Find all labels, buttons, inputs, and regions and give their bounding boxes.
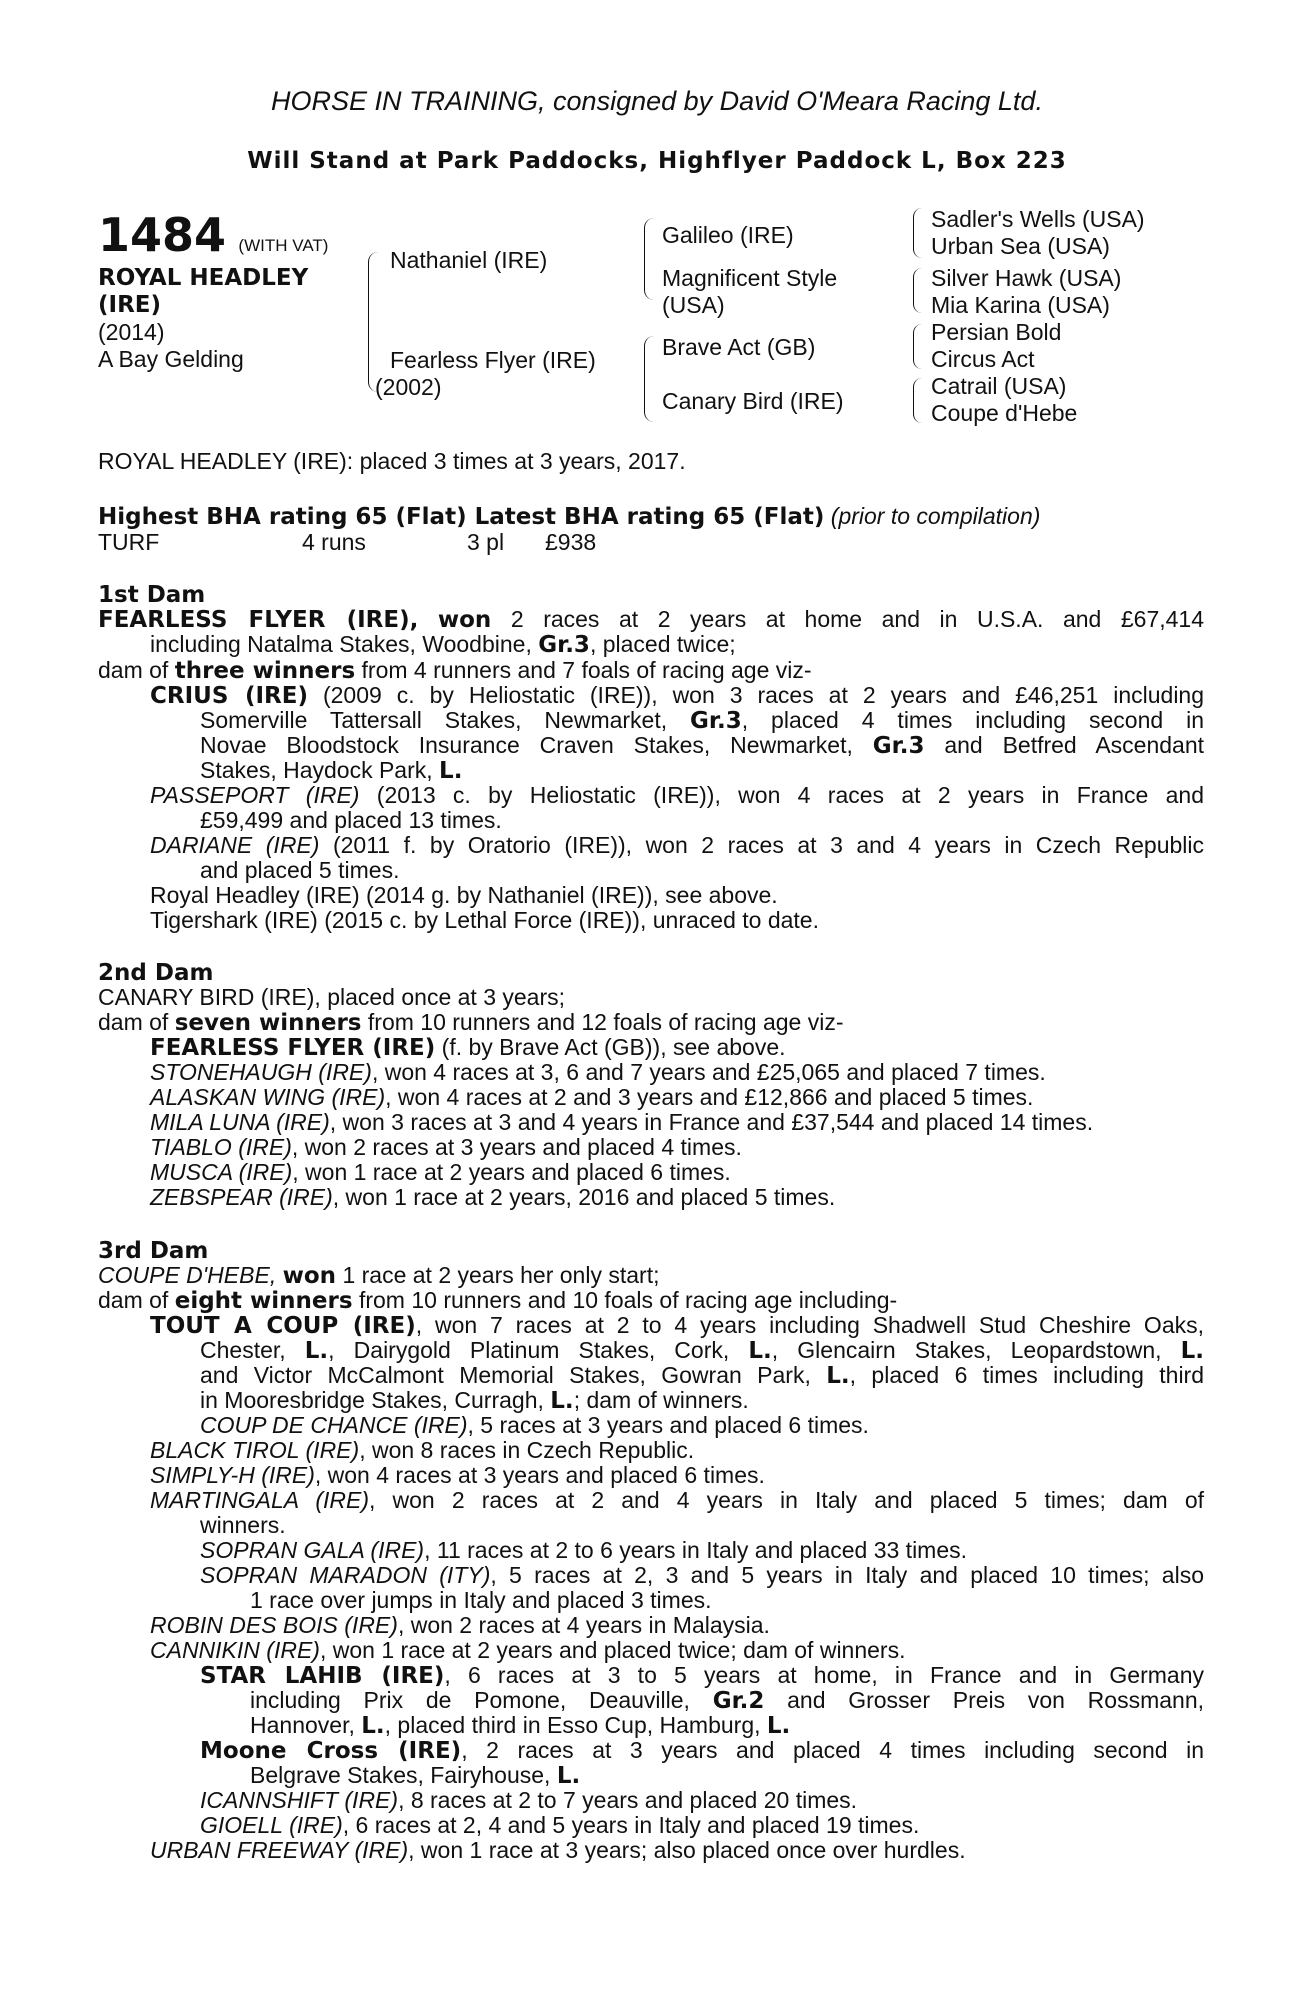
brace-sire-parents xyxy=(644,218,654,300)
brace-dam-parents xyxy=(644,336,654,422)
ggp-2: Urban Sea (USA) xyxy=(931,233,1110,259)
first-dam-line-2: including Natalma Stakes, Woodbine, Gr.3, placed twice; xyxy=(150,631,736,658)
consignor-title: HORSE IN TRAINING, consigned by David O'Meara Racing Ltd. xyxy=(271,86,1043,116)
horse-description: A Bay Gelding xyxy=(98,346,244,372)
tout-a-coup-line-2: Chester, L., Dairygold Platinum Stakes, Cork, L., Glencairn Stakes, Leopardstown, L. xyxy=(200,1337,1205,1364)
horse-name: ROYAL HEADLEY xyxy=(98,265,309,291)
sire-dam-country: (USA) xyxy=(662,292,725,318)
ggp-8: Coupe d'Hebe xyxy=(931,400,1078,426)
martingala-line-2: winners. xyxy=(200,1512,286,1538)
simply-h-line: SIMPLY-H (IRE), won 4 races at 3 years and placed 6 times. xyxy=(150,1462,765,1488)
royal-headley-line: Royal Headley (IRE) (2014 g. by Nathaniel (IRE)), see above. xyxy=(150,882,778,908)
martingala-line-1: MARTINGALA (IRE), won 2 races at 2 and 4 years in Italy and placed 5 times; dam of xyxy=(150,1487,1205,1513)
sire-sire: Galileo (IRE) xyxy=(662,222,794,248)
tout-a-coup-line-3: and Victor McCalmont Memorial Stakes, Gowran Park, L., placed 6 times including third xyxy=(200,1362,1205,1389)
dam-dam: Canary Bird (IRE) xyxy=(662,388,844,414)
star-lahib-line-2: including Prix de Pomone, Deauville, Gr.2 and Grosser Preis von Rossmann, xyxy=(250,1687,1205,1714)
first-dam-line-1: FEARLESS FLYER (IRE), won 2 races at 2 years at home and in U.S.A. and £67,414 xyxy=(98,606,1205,633)
stable-location: Will Stand at Park Paddocks, Highflyer Paddock L, Box 223 xyxy=(247,148,1067,174)
robin-des-bois-line: ROBIN DES BOIS (IRE), won 2 races at 4 years in Malaysia. xyxy=(150,1612,770,1638)
brace-ggp-4 xyxy=(913,378,922,423)
crius-line-4: Stakes, Haydock Park, L. xyxy=(200,757,463,784)
mila-luna-line: MILA LUNA (IRE), won 3 races at 3 and 4 years in France and £37,544 and placed 14 times. xyxy=(150,1109,1094,1135)
second-dam-line-1: CANARY BIRD (IRE), placed once at 3 years; xyxy=(98,984,566,1010)
turf-placed: 3 pl xyxy=(467,529,505,555)
alaskan-wing-line: ALASKAN WING (IRE), won 4 races at 2 and 3 years and £12,866 and placed 5 times. xyxy=(150,1084,1034,1110)
first-dam-heading: 1st Dam xyxy=(98,582,206,608)
brace-parents xyxy=(368,252,378,392)
first-dam-produce-intro: dam of three winners from 4 runners and 7 foals of racing age viz- xyxy=(98,657,812,684)
gioell-line: GIOELL (IRE), 6 races at 2, 4 and 5 years in Italy and placed 19 times. xyxy=(200,1812,920,1838)
rating-note: (prior to compilation) xyxy=(830,503,1041,529)
vat-note: (WITH VAT) xyxy=(238,236,329,255)
cannikin-line: CANNIKIN (IRE), won 1 race at 2 years and placed twice; dam of winners. xyxy=(150,1637,906,1663)
second-dam-produce-intro: dam of seven winners from 10 runners and 12 foals of racing age viz- xyxy=(98,1009,844,1036)
dam-sire: Brave Act (GB) xyxy=(662,334,816,360)
second-dam-heading: 2nd Dam xyxy=(98,960,214,986)
lot-number: 1484 xyxy=(98,208,227,262)
fearless-flyer-line: FEARLESS FLYER (IRE) (f. by Brave Act (GB)), see above. xyxy=(150,1034,786,1061)
dam-year: (2002) xyxy=(375,374,442,400)
crius-line-1: CRIUS (IRE) (2009 c. by Heliostatic (IRE)), won 3 races at 2 years and £46,251 including xyxy=(150,682,1205,709)
dariane-line-2: and placed 5 times. xyxy=(200,857,400,883)
sopran-maradon-line-2: 1 race over jumps in Italy and placed 3 times. xyxy=(250,1587,712,1613)
star-lahib-line-1: STAR LAHIB (IRE), 6 races at 3 to 5 years at home, in France and in Germany xyxy=(200,1662,1204,1689)
crius-line-2: Somerville Tattersall Stakes, Newmarket, Gr.3, placed 4 times including second in xyxy=(200,707,1204,734)
brace-ggp-2 xyxy=(913,268,922,313)
moone-cross-line-2: Belgrave Stakes, Fairyhouse, L. xyxy=(250,1762,581,1789)
brace-ggp-3 xyxy=(913,324,922,369)
ggp-6: Circus Act xyxy=(931,346,1035,372)
stonehaugh-line: STONEHAUGH (IRE), won 4 races at 3, 6 and 7 years and £25,065 and placed 7 times. xyxy=(150,1059,1046,1085)
brace-ggp-1 xyxy=(913,208,922,258)
race-summary: ROYAL HEADLEY (IRE): placed 3 times at 3 years, 2017. xyxy=(98,448,686,474)
bha-rating: Highest BHA rating 65 (Flat) Latest BHA rating 65 (Flat) xyxy=(98,504,825,530)
bha-rating-line xyxy=(98,503,1040,530)
sopran-gala-line: SOPRAN GALA (IRE), 11 races at 2 to 6 years in Italy and placed 33 times. xyxy=(200,1537,968,1563)
crius-line-3: Novae Bloodstock Insurance Craven Stakes, Newmarket, Gr.3 and Betfred Ascendant xyxy=(200,732,1205,759)
third-dam-produce-intro: dam of eight winners from 10 runners and 10 foals of racing age including- xyxy=(98,1287,898,1314)
horse-year: (2014) xyxy=(98,319,165,345)
turf-runs: 4 runs xyxy=(302,529,366,555)
ggp-1: Sadler's Wells (USA) xyxy=(931,206,1145,232)
star-lahib-line-3: Hannover, L., placed third in Esso Cup, Hamburg, L. xyxy=(250,1712,791,1739)
sire: Nathaniel (IRE) xyxy=(390,247,548,273)
passeport-line-2: £59,499 and placed 13 times. xyxy=(200,807,502,833)
turf-label: TURF xyxy=(98,529,160,555)
urban-freeway-line: URBAN FREEWAY (IRE), won 1 race at 3 years; also placed once over hurdles. xyxy=(150,1837,966,1863)
tigershark-line: Tigershark (IRE) (2015 c. by Lethal Force (IRE)), unraced to date. xyxy=(150,907,819,933)
ggp-5: Persian Bold xyxy=(931,319,1062,345)
zebspear-line: ZEBSPEAR (IRE), won 1 race at 2 years, 2016 and placed 5 times. xyxy=(150,1184,836,1210)
lot-number-row xyxy=(98,208,329,269)
coup-de-chance-line: COUP DE CHANCE (IRE), 5 races at 3 years and placed 6 times. xyxy=(200,1412,869,1438)
sopran-maradon-line-1: SOPRAN MARADON (ITY), 5 races at 2, 3 and 5 years in Italy and placed 10 times; also xyxy=(200,1562,1204,1588)
turf-earnings: £938 xyxy=(545,529,597,555)
sire-dam: Magnificent Style xyxy=(662,265,838,291)
dam: Fearless Flyer (IRE) xyxy=(390,347,596,373)
icannshift-line: ICANNSHIFT (IRE), 8 races at 2 to 7 years and placed 20 times. xyxy=(200,1787,858,1813)
tiablo-line: TIABLO (IRE), won 2 races at 3 years and placed 4 times. xyxy=(150,1134,742,1160)
musca-line: MUSCA (IRE), won 1 race at 2 years and placed 6 times. xyxy=(150,1159,731,1185)
dariane-line-1: DARIANE (IRE) (2011 f. by Oratorio (IRE)), won 2 races at 3 and 4 years in Czech Republic xyxy=(150,832,1205,858)
third-dam-line-1: COUPE D'HEBE, won 1 race at 2 years her only start; xyxy=(98,1262,660,1289)
passeport-line-1: PASSEPORT (IRE) (2013 c. by Heliostatic (IRE)), won 4 races at 2 years in France and xyxy=(150,782,1205,808)
ggp-7: Catrail (USA) xyxy=(931,373,1067,399)
ggp-3: Silver Hawk (USA) xyxy=(931,265,1122,291)
moone-cross-line-1: Moone Cross (IRE), 2 races at 3 years and placed 4 times including second in xyxy=(200,1737,1204,1764)
tout-a-coup-line-1: TOUT A COUP (IRE), won 7 races at 2 to 4 years including Shadwell Stud Cheshire Oaks, xyxy=(150,1312,1204,1339)
third-dam-heading: 3rd Dam xyxy=(98,1238,209,1264)
ggp-4: Mia Karina (USA) xyxy=(931,292,1110,318)
tout-a-coup-line-4: in Mooresbridge Stakes, Curragh, L.; dam of winners. xyxy=(200,1387,749,1414)
horse-country: (IRE) xyxy=(98,292,162,318)
black-tirol-line: BLACK TIROL (IRE), won 8 races in Czech Republic. xyxy=(150,1437,695,1463)
